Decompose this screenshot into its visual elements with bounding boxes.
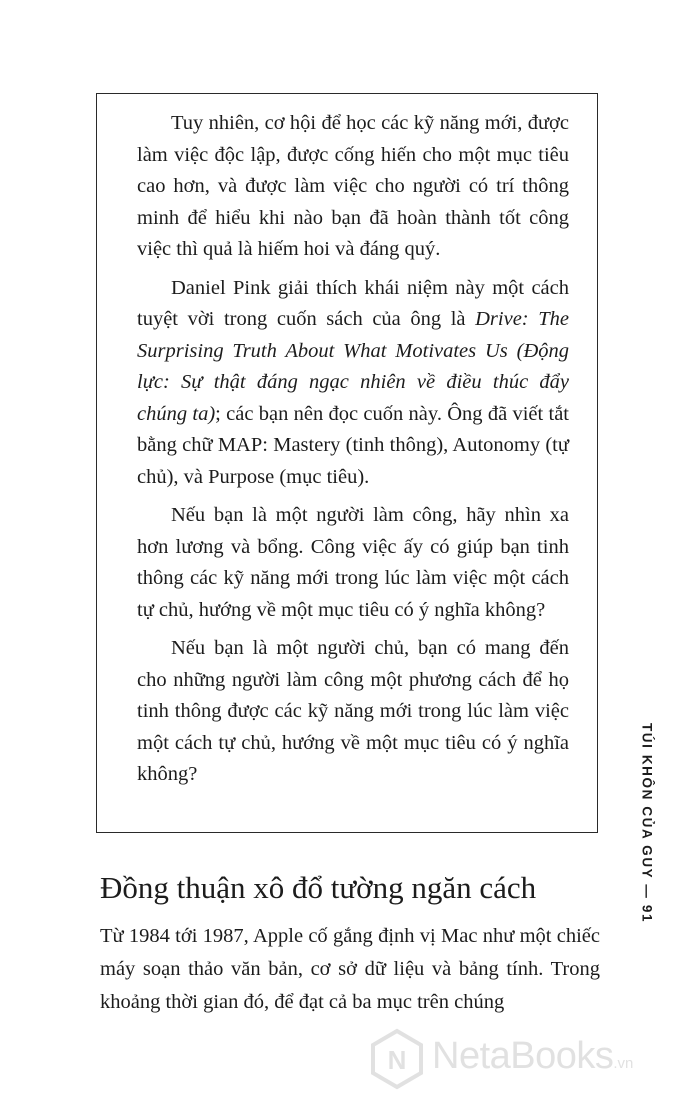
book-title: Drive: The Surprising Truth About What Motivates Us (Động lực: Sự thật đáng ngạc nhiên về điều thúc đẩy chúng ta) (137, 308, 569, 425)
running-head-page-number: TÚI KHÔN CỦA GUY — 91 (639, 722, 655, 924)
section-heading: Đồng thuận xô đổ tường ngăn cách (100, 870, 537, 905)
body-paragraph: Từ 1984 tới 1987, Apple cố gắng định vị Mac như một chiếc máy soạn thảo văn bản, cơ sở dữ liệu và bảng tính. Trong khoảng thời gian đó, để đạt cả ba mục trên chúng (100, 925, 600, 1013)
paragraph-2-intro: Daniel Pink giải thích khái niệm này một cách tuyệt vời trong cuốn sách của ông là (137, 276, 569, 330)
boxed-paragraph-1: Tuy nhiên, cơ hội để học các kỹ năng mới, được làm việc độc lập, được cống hiến cho một mục tiêu cao hơn, và được làm việc cho người có trí thông minh để hiểu khi nào bạn đã hoàn thành tốt công việc thì quả là hiếm hoi và đáng quý. (137, 112, 569, 260)
watermark-brand: NetaBooks (432, 1035, 614, 1077)
watermark-domain-suffix: .vn (613, 1055, 634, 1072)
paragraph-2-rest: ; các bạn nên đọc cuốn này. Ông đã viết tắt bằng chữ MAP: Mastery (tinh thông), Autonomy (tự chủ), và Purpose (mục tiêu). (137, 402, 569, 488)
svg-text:N: N (387, 1045, 407, 1075)
watermark-text (432, 1033, 633, 1087)
netabooks-logo-icon (366, 1028, 428, 1090)
netabooks-watermark (366, 1024, 696, 1094)
boxed-paragraph-2 (137, 273, 569, 494)
boxed-sidebar (96, 93, 598, 833)
boxed-paragraph-3: Nếu bạn là một người làm công, hãy nhìn xa hơn lương và bổng. Công việc ấy có giúp bạn tinh thông các kỹ năng mới trong lúc làm việc một cách tự chủ, hướng về một mục tiêu có ý nghĩa không? (137, 504, 569, 621)
boxed-text-content (137, 108, 569, 798)
boxed-paragraph-4: Nếu bạn là một người chủ, bạn có mang đến cho những người làm công một phương cách để họ tinh thông được các kỹ năng mới trong lúc làm việc một cách tự chủ, hướng về một mục tiêu có ý nghĩa không? (137, 637, 569, 785)
